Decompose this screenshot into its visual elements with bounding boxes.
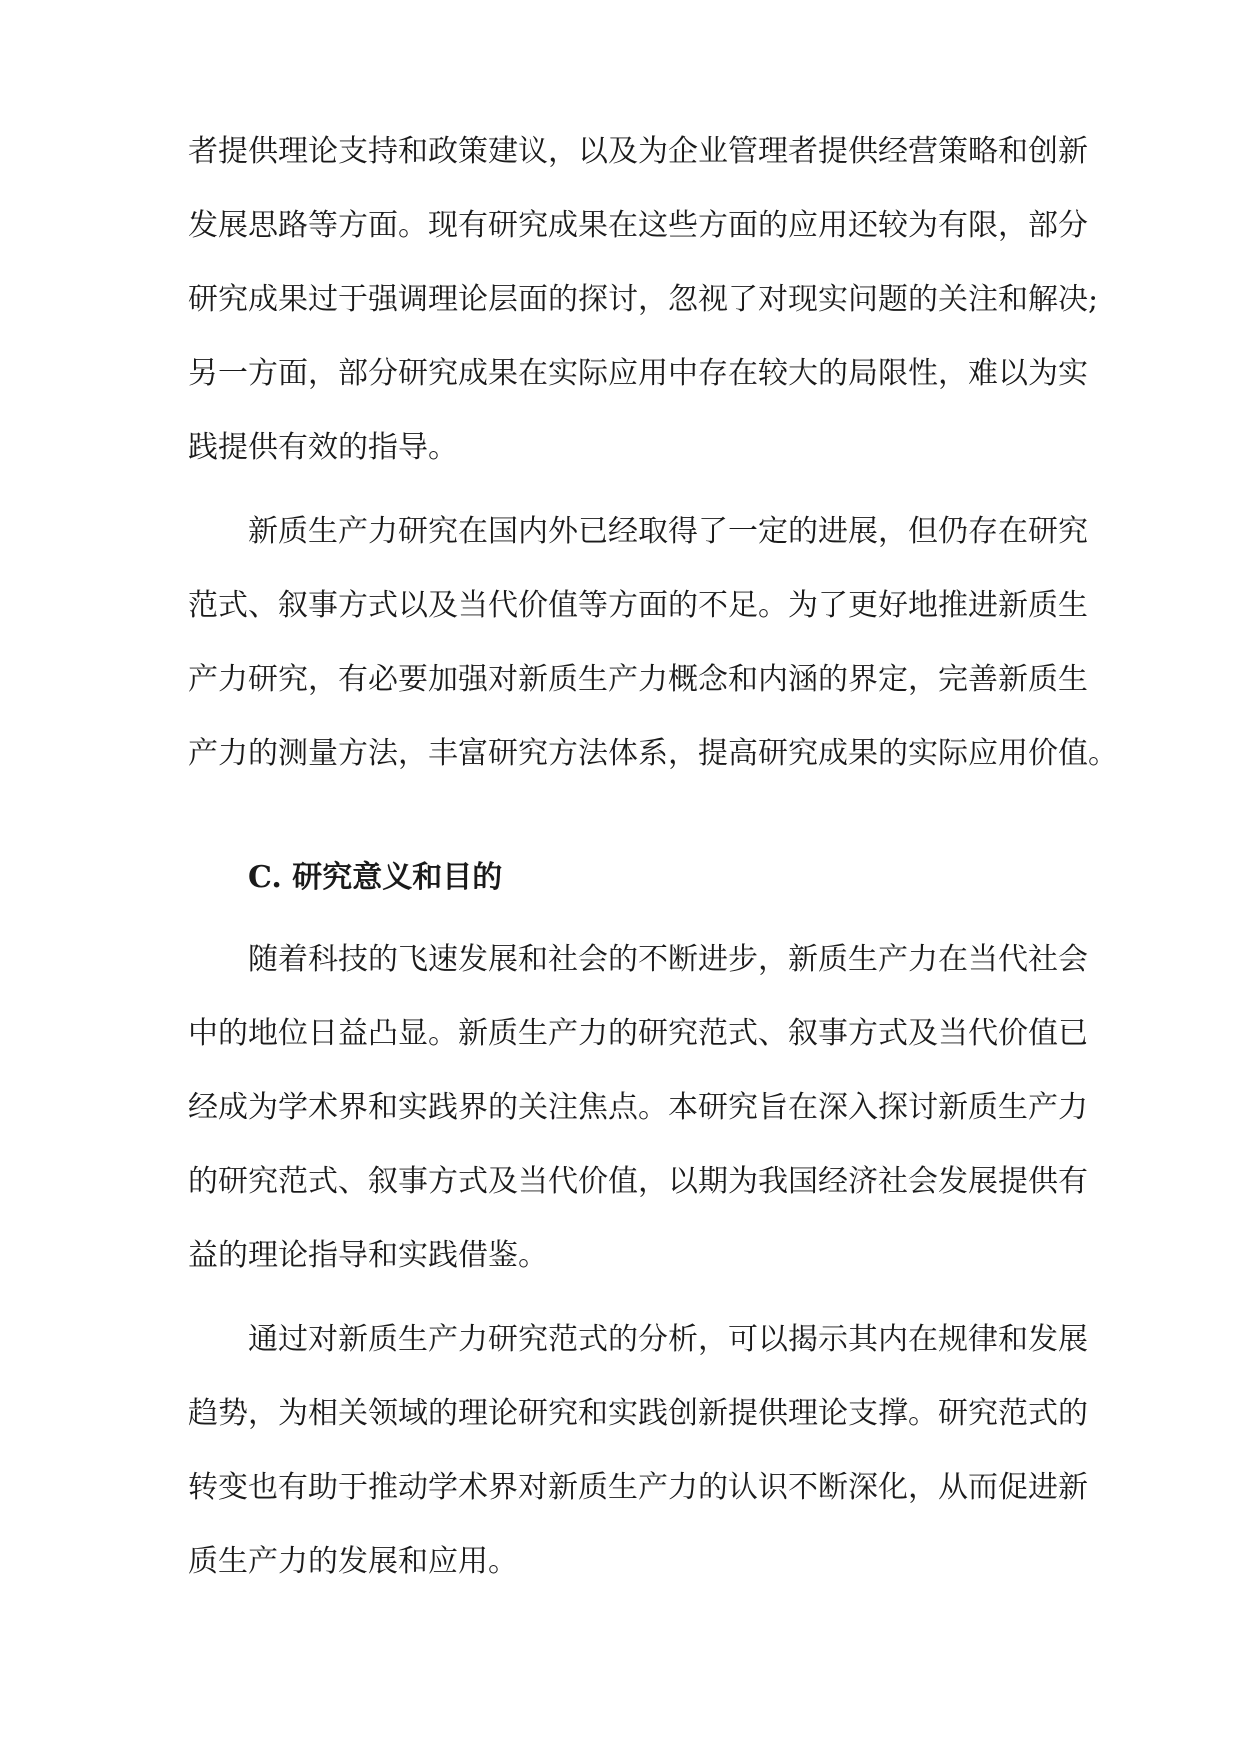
paragraph-2-line-4: 产力的测量方法，丰富研究方法体系，提高研究成果的实际应用价值。 — [188, 736, 1118, 771]
paragraph-3-line-3: 经成为学术界和实践界的关注焦点。本研究旨在深入探讨新质生产力 — [188, 1090, 1088, 1125]
paragraph-4-line-2: 趋势，为相关领域的理论研究和实践创新提供理论支撑。研究范式的 — [188, 1396, 1088, 1431]
paragraph-2-line-3: 产力研究，有必要加强对新质生产力概念和内涵的界定，完善新质生 — [188, 662, 1088, 697]
paragraph-2-line-1: 新质生产力研究在国内外已经取得了一定的进展，但仍存在研究 — [248, 514, 1088, 549]
paragraph-3-line-1: 随着科技的飞速发展和社会的不断进步，新质生产力在当代社会 — [248, 942, 1088, 977]
paragraph-3-line-2: 中的地位日益凸显。新质生产力的研究范式、叙事方式及当代价值已 — [188, 1016, 1088, 1051]
paragraph-3-line-4: 的研究范式、叙事方式及当代价值，以期为我国经济社会发展提供有 — [188, 1164, 1088, 1199]
paragraph-1-line-4: 另一方面，部分研究成果在实际应用中存在较大的局限性，难以为实 — [188, 356, 1088, 391]
paragraph-4-line-4: 质生产力的发展和应用。 — [188, 1544, 518, 1579]
paragraph-1-line-2: 发展思路等方面。现有研究成果在这些方面的应用还较为有限，部分 — [188, 208, 1088, 243]
paragraph-1-line-1: 者提供理论支持和政策建议，以及为企业管理者提供经营策略和创新 — [188, 134, 1088, 169]
paragraph-1-line-5: 践提供有效的指导。 — [188, 430, 458, 465]
paragraph-2-line-2: 范式、叙事方式以及当代价值等方面的不足。为了更好地推进新质生 — [188, 588, 1088, 623]
paragraph-1-line-3: 研究成果过于强调理论层面的探讨，忽视了对现实问题的关注和解决; — [188, 282, 1099, 317]
section-heading: C. 研究意义和目的 — [248, 860, 503, 895]
paragraph-4-line-3: 转变也有助于推动学术界对新质生产力的认识不断深化，从而促进新 — [188, 1470, 1088, 1505]
paragraph-4-line-1: 通过对新质生产力研究范式的分析，可以揭示其内在规律和发展 — [248, 1322, 1088, 1357]
paragraph-3-line-5: 益的理论指导和实践借鉴。 — [188, 1238, 548, 1273]
